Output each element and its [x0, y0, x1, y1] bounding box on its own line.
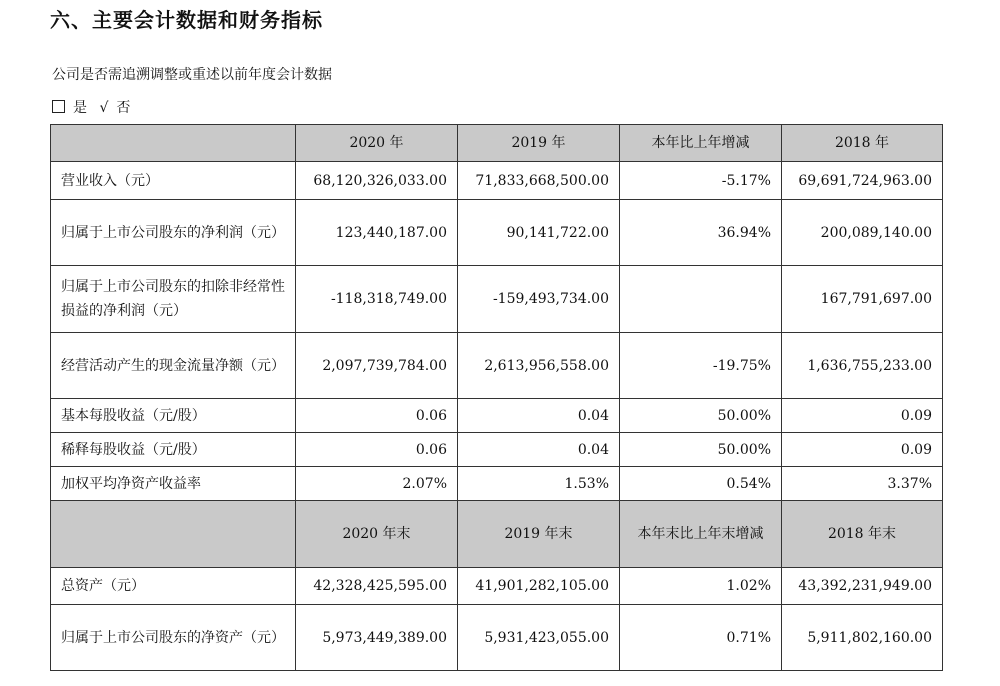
value-2018: 167,791,697.00	[782, 266, 943, 333]
value-2019: 71,833,668,500.00	[458, 162, 620, 200]
value-2019: 90,141,722.00	[458, 200, 620, 266]
value-change: 50.00%	[620, 433, 782, 467]
value-2019: 0.04	[458, 433, 620, 467]
section-title: 六、主要会计数据和财务指标	[50, 8, 323, 32]
table-row	[51, 162, 943, 200]
restate-question: 公司是否需追溯调整或重述以前年度会计数据	[52, 67, 332, 83]
table-row	[51, 200, 943, 266]
value-2018: 3.37%	[782, 467, 943, 501]
value-2019: 1.53%	[458, 467, 620, 501]
table-row	[51, 467, 943, 501]
table-row	[51, 399, 943, 433]
row-label: 归属于上市公司股东的净利润（元）	[51, 200, 296, 266]
value-change: 0.54%	[620, 467, 782, 501]
value-2020: 2.07%	[296, 467, 458, 501]
row-label: 总资产（元）	[51, 568, 296, 605]
value-2020: 0.06	[296, 399, 458, 433]
value-2020: 5,973,449,389.00	[296, 605, 458, 671]
header-2019-end: 2019 年末	[458, 501, 620, 568]
restate-choice	[52, 97, 138, 117]
table-row	[51, 433, 943, 467]
financial-indicators-table	[50, 124, 943, 671]
value-2018: 200,089,140.00	[782, 200, 943, 266]
header-2020-end: 2020 年末	[296, 501, 458, 568]
value-change: -19.75%	[620, 333, 782, 399]
value-2018: 5,911,802,160.00	[782, 605, 943, 671]
value-2020: 42,328,425,595.00	[296, 568, 458, 605]
header-change: 本年比上年增减	[620, 125, 782, 162]
value-2020: 2,097,739,784.00	[296, 333, 458, 399]
value-2018: 43,392,231,949.00	[782, 568, 943, 605]
check-mark-icon: √	[99, 100, 109, 116]
value-2020: 68,120,326,033.00	[296, 162, 458, 200]
table-row	[51, 605, 943, 671]
option-yes-label: 是	[73, 100, 87, 116]
row-label: 经营活动产生的现金流量净额（元）	[51, 333, 296, 399]
value-change: 0.71%	[620, 605, 782, 671]
checkbox-yes[interactable]	[52, 100, 65, 113]
value-2020: 123,440,187.00	[296, 200, 458, 266]
value-2019: -159,493,734.00	[458, 266, 620, 333]
header-2019: 2019 年	[458, 125, 620, 162]
row-label: 营业收入（元）	[51, 162, 296, 200]
table-row	[51, 333, 943, 399]
row-label: 归属于上市公司股东的扣除非经常性损益的净利润（元）	[51, 266, 296, 333]
option-no-label: 否	[116, 100, 131, 116]
row-label: 基本每股收益（元/股）	[51, 399, 296, 433]
row-label: 稀释每股收益（元/股）	[51, 433, 296, 467]
value-2020: -118,318,749.00	[296, 266, 458, 333]
row-label: 归属于上市公司股东的净资产（元）	[51, 605, 296, 671]
value-2019: 0.04	[458, 399, 620, 433]
value-change: 50.00%	[620, 399, 782, 433]
value-2019: 2,613,956,558.00	[458, 333, 620, 399]
value-change	[620, 266, 782, 333]
value-2019: 41,901,282,105.00	[458, 568, 620, 605]
header-change-end: 本年末比上年末增减	[620, 501, 782, 568]
value-2018: 0.09	[782, 399, 943, 433]
header-2018: 2018 年	[782, 125, 943, 162]
header-row-yearend	[51, 501, 943, 568]
value-2019: 5,931,423,055.00	[458, 605, 620, 671]
value-2018: 1,636,755,233.00	[782, 333, 943, 399]
value-2018: 0.09	[782, 433, 943, 467]
header-2020: 2020 年	[296, 125, 458, 162]
header-2018-end: 2018 年末	[782, 501, 943, 568]
value-change: 1.02%	[620, 568, 782, 605]
value-2018: 69,691,724,963.00	[782, 162, 943, 200]
header-label-cell	[51, 125, 296, 162]
row-label: 加权平均净资产收益率	[51, 467, 296, 501]
header-label-cell	[51, 501, 296, 568]
table-row	[51, 266, 943, 333]
value-change: -5.17%	[620, 162, 782, 200]
header-row-periods	[51, 125, 943, 162]
table-row	[51, 568, 943, 605]
value-change: 36.94%	[620, 200, 782, 266]
value-2020: 0.06	[296, 433, 458, 467]
